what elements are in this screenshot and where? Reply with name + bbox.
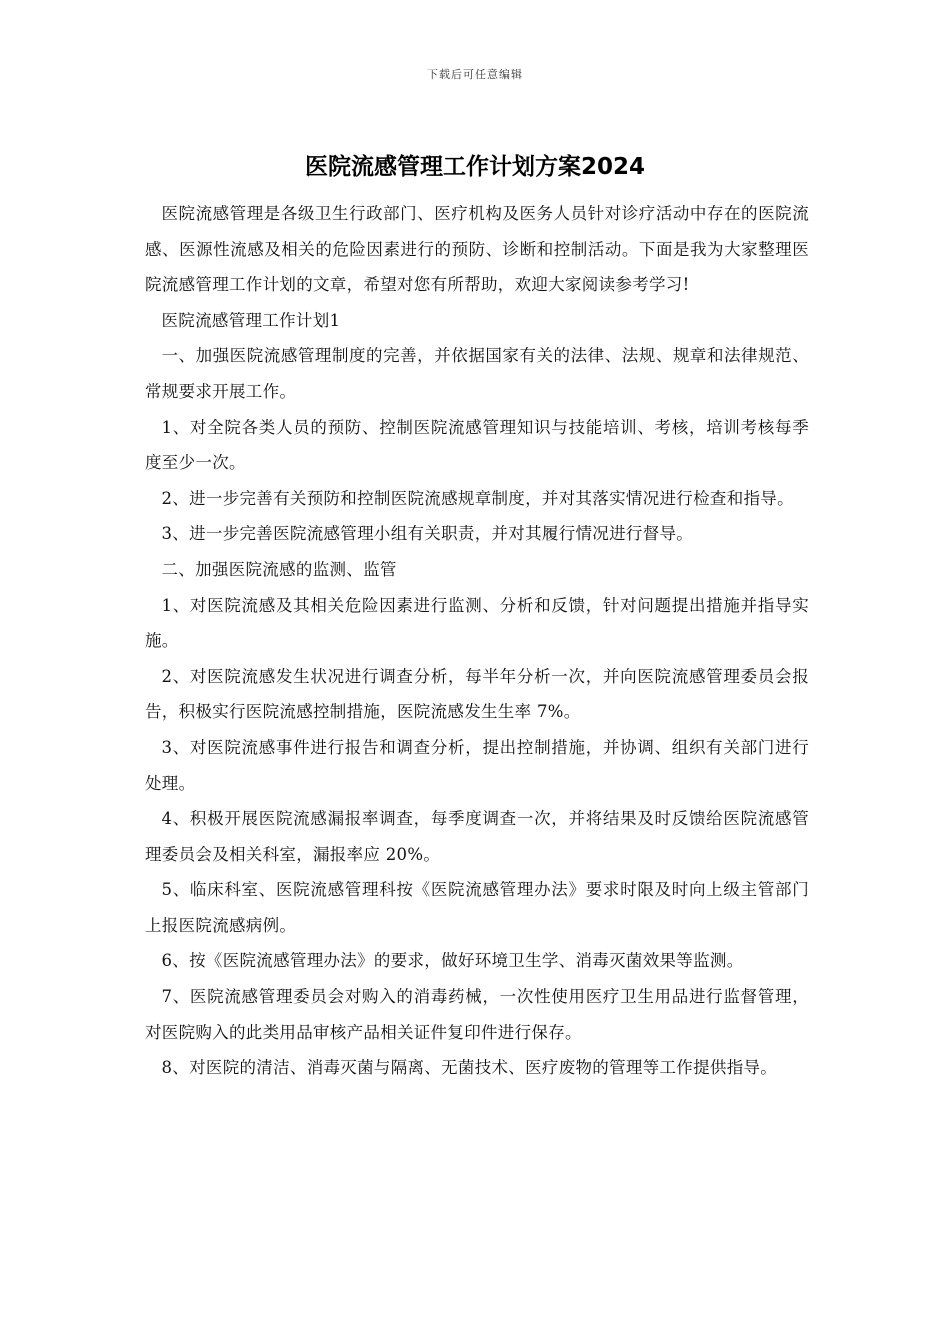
list-item: 4、积极开展医院流感漏报率调查，每季度调查一次，并将结果及时反馈给医院流感管理委员会及相关科室，漏报率应 20%。 xyxy=(145,809,809,864)
list-item: 2、进一步完善有关预防和控制医院流感规章制度，并对其落实情况进行检查和指导。 xyxy=(161,488,794,508)
list-item: 5、临床科室、医院流感管理科按《医院流感管理办法》要求时限及时向上级主管部门上报医院流感病例。 xyxy=(145,880,809,935)
section-heading-1: 一、加强医院流感管理制度的完善，并依据国家有关的法律、法规、规章和法律规范、常规要求开展工作。 xyxy=(145,346,809,401)
list-item: 7、医院流感管理委员会对购入的消毒药械，一次性使用医疗卫生用品进行监督管理，对医院购入的此类用品审核产品相关证件复印件进行保存。 xyxy=(145,987,809,1042)
list-item: 1、对医院流感及其相关危险因素进行监测、分析和反馈，针对问题提出措施并指导实施。 xyxy=(145,595,809,651)
list-item: 3、对医院流感事件进行报告和调查分析，提出控制措施，并协调、组织有关部门进行处理。 xyxy=(145,737,809,793)
list-item: 2、对医院流感发生状况进行调查分析，每半年分析一次，并向医院流感管理委员会报告，积极实行医院流感控制措施，医院流感发生生率 7%。 xyxy=(145,666,809,722)
list-item: 1、对全院各类人员的预防、控制医院流感管理知识与技能培训、考核，培训考核每季度至少一次。 xyxy=(145,417,809,473)
document-title: 医院流感管理工作计划方案2024 xyxy=(304,154,645,180)
list-item: 3、进一步完善医院流感管理小组有关职责，并对其履行情况进行督导。 xyxy=(161,524,694,544)
list-item: 6、按《医院流感管理办法》的要求，做好环境卫生学、消毒灭菌效果等监测。 xyxy=(161,951,744,971)
list-item: 8、对医院的清洁、消毒灭菌与隔离、无菌技术、医疗废物的管理等工作提供指导。 xyxy=(161,1058,778,1078)
document-body xyxy=(145,196,809,1086)
section-heading-2: 二、加强医院流感的监测、监管 xyxy=(161,559,397,579)
section-heading-plan-1: 医院流感管理工作计划1 xyxy=(161,310,341,330)
page-header-note: 下载后可任意编辑 xyxy=(427,68,523,81)
intro-paragraph: 医院流感管理是各级卫生行政部门、医疗机构及医务人员针对诊疗活动中存在的医院流感、医源性流感及相关的危险因素进行的预防、诊断和控制活动。下面是我为大家整理医院流感管理工作计划的文章，希望对您有所帮助，欢迎大家阅读参考学习! xyxy=(145,204,809,295)
